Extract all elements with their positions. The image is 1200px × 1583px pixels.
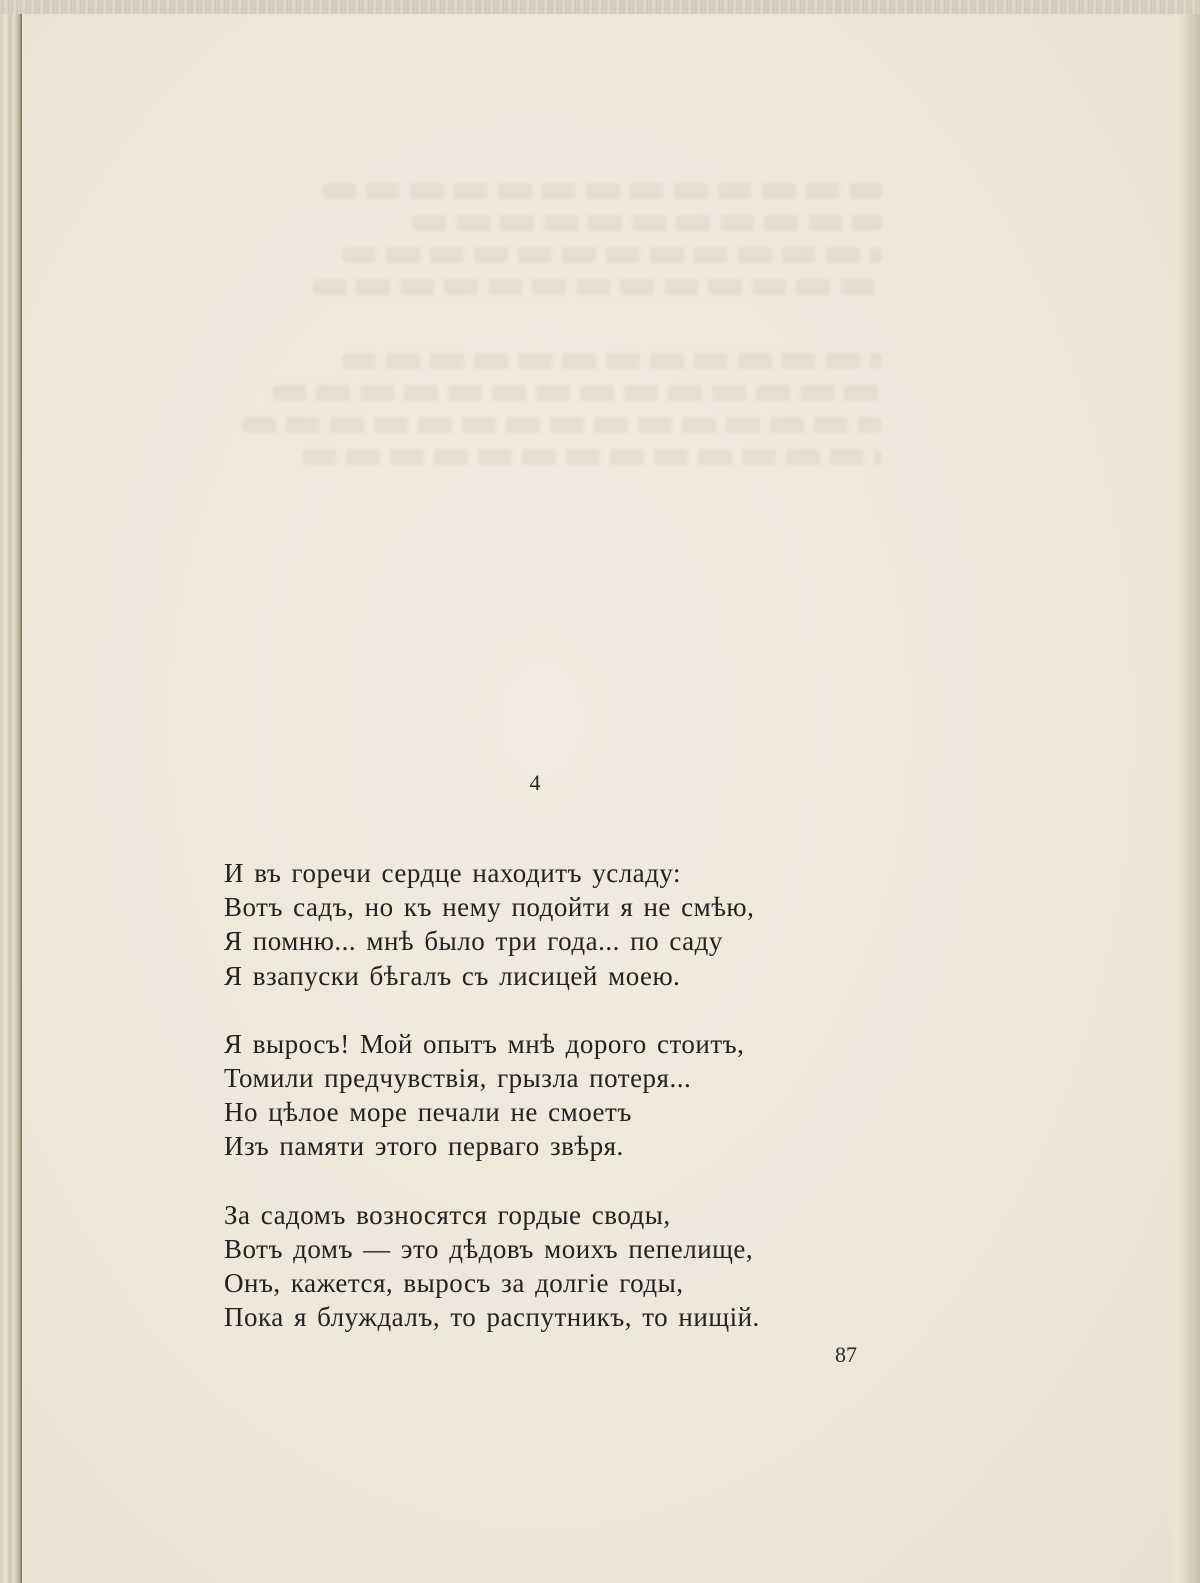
poem-line: И въ горечи сердце находитъ усладу: <box>224 858 682 888</box>
poem-line: Томили предчувствія, грызла потеря... <box>224 1063 692 1094</box>
section-number: 4 <box>529 770 541 795</box>
stanza <box>224 1198 864 1335</box>
poem-line: За садомъ возносятся гордые своды, <box>224 1199 671 1230</box>
poem-line: Но цѣлое море печали не смоетъ <box>224 1097 632 1128</box>
stanza <box>224 856 864 993</box>
poem-line: Вотъ садъ, но къ нему подойти я не смѣю, <box>224 892 755 923</box>
poem-line: Я помню... мнѣ было три года... по саду <box>224 926 723 957</box>
poem-text <box>224 856 864 1334</box>
poem-line: Я выросъ! Мой опытъ мнѣ дорого стоитъ, <box>224 1028 745 1059</box>
poem-line: Вотъ домъ — это дѣдовъ моихъ пепелище, <box>224 1233 754 1264</box>
top-edge-strip <box>0 0 1200 14</box>
page-number: 87 <box>835 1342 857 1367</box>
book-page <box>22 14 1174 1583</box>
poem-line: Пока я блуждалъ, то распутникъ, то нищій. <box>224 1302 760 1333</box>
stanza <box>224 1027 864 1164</box>
poem-line: Изъ памяти этого перваго звѣря. <box>224 1131 624 1162</box>
poem-line: Я взапуски бѣгалъ съ лисицей моею. <box>224 960 681 991</box>
reverse-side-bleed-through <box>232 169 892 469</box>
page-right-edge <box>1174 14 1200 1583</box>
book-binding-edge <box>0 14 22 1583</box>
poem-line: Онъ, кажется, выросъ за долгіе годы, <box>224 1268 684 1299</box>
